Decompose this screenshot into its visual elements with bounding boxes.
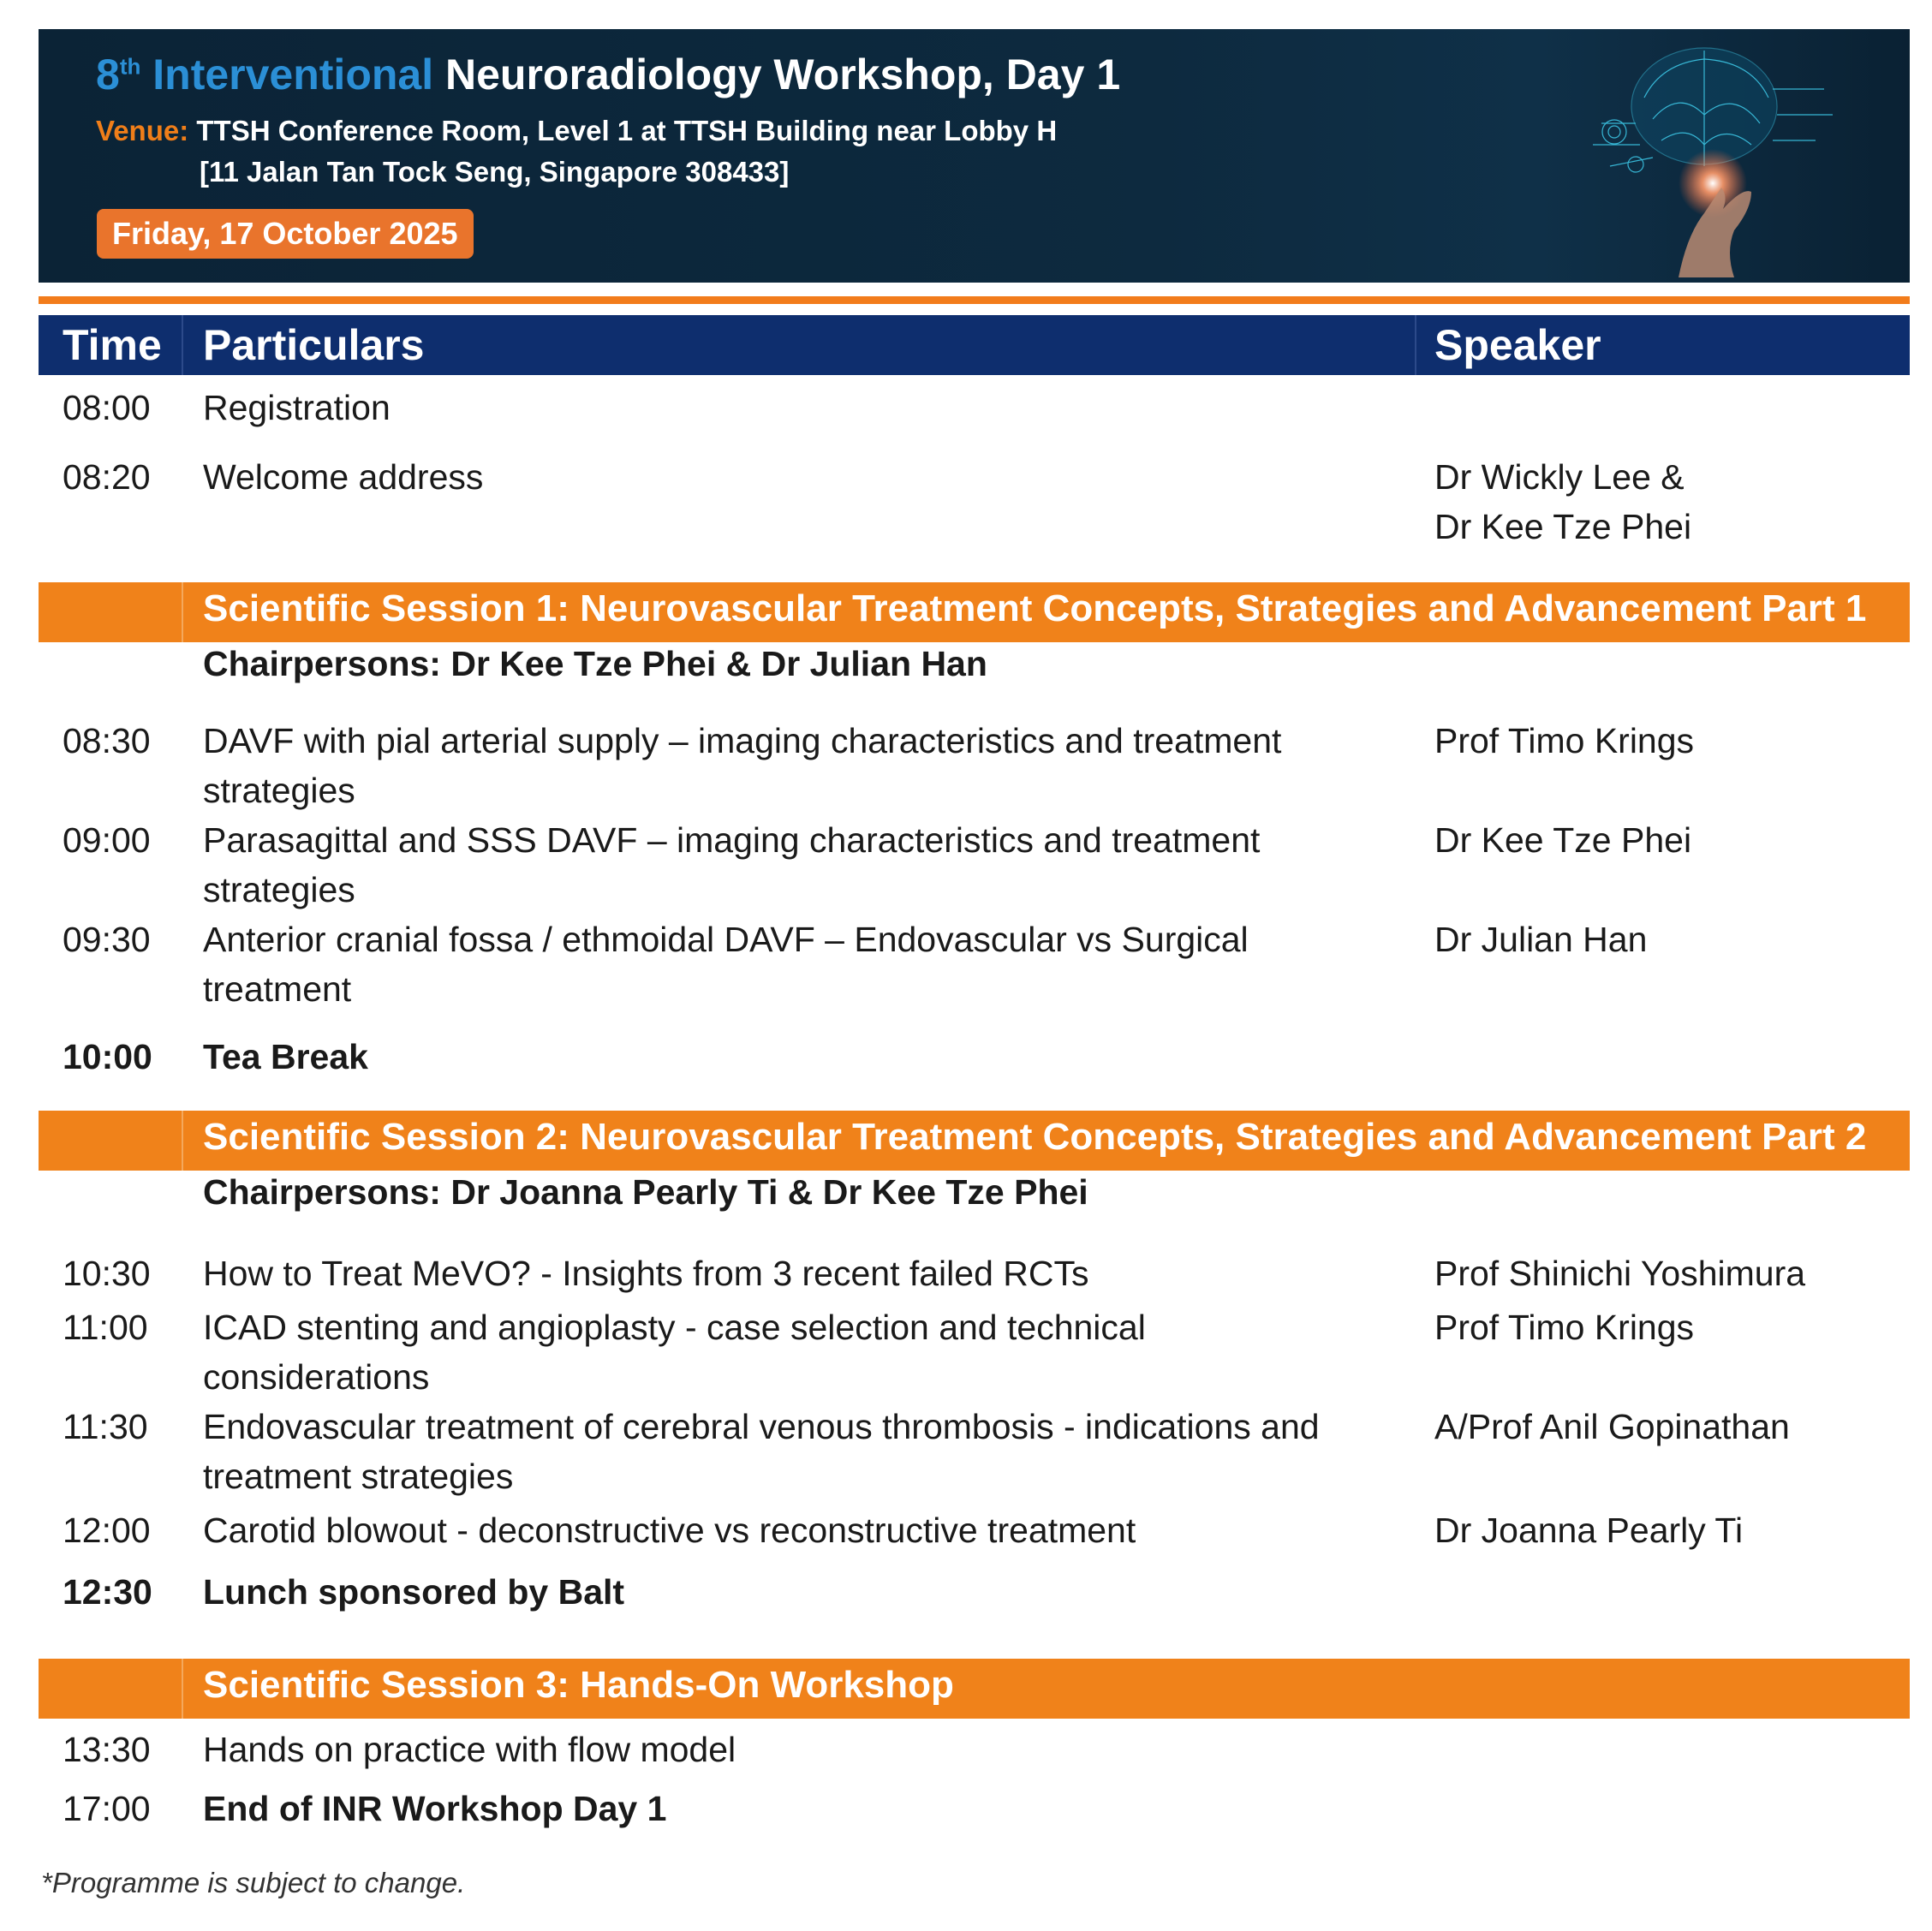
session-2-bar xyxy=(39,1111,1910,1171)
row-speaker: Dr Julian Han xyxy=(1434,920,1648,959)
row-time: 09:00 xyxy=(63,820,151,860)
speaker-line: Dr Wickly Lee & xyxy=(1434,457,1685,497)
row-item: Welcome address xyxy=(203,457,484,497)
row-time: 11:30 xyxy=(63,1407,148,1446)
header-particulars: Particulars xyxy=(203,321,425,369)
page-title xyxy=(96,50,1120,99)
footnote: *Programme is subject to change. xyxy=(41,1867,466,1898)
row-speaker xyxy=(1434,452,1897,551)
row-time: 17:00 xyxy=(63,1789,151,1828)
row-time: 08:20 xyxy=(63,457,151,497)
session-3-title: Scientific Session 3: Hands-On Workshop xyxy=(203,1664,954,1706)
session-1-title: Scientific Session 1: Neurovascular Treatment Concepts, Strategies and Advancement Part 1 xyxy=(203,587,1867,629)
row-time: 09:30 xyxy=(63,920,151,959)
row-time: 10:00 xyxy=(63,1037,152,1076)
header-time: Time xyxy=(63,321,162,369)
row-speaker: A/Prof Anil Gopinathan xyxy=(1434,1407,1790,1446)
ordinal-suffix: th xyxy=(119,53,141,80)
table-header xyxy=(39,315,1910,375)
item-line: DAVF with pial arterial supply – imaging characteristics and treatment xyxy=(203,721,1282,760)
ordinal: 8 xyxy=(96,51,120,98)
venue-address: [11 Jalan Tan Tock Seng, Singapore 308433] xyxy=(200,156,790,188)
row-speaker: Dr Joanna Pearly Ti xyxy=(1434,1511,1744,1550)
row-time: 12:00 xyxy=(63,1511,151,1550)
title-highlight: Interventional xyxy=(152,51,434,98)
row-item xyxy=(203,815,1419,915)
orange-divider xyxy=(39,296,1910,304)
venue-label: Venue: xyxy=(96,115,189,146)
session-2-chairs: Chairpersons: Dr Joanna Pearly Ti & Dr Kee Tze Phei xyxy=(203,1172,1088,1212)
session-1-bar xyxy=(39,582,1910,642)
speaker-line: Dr Kee Tze Phei xyxy=(1434,507,1692,546)
row-item: Tea Break xyxy=(203,1037,368,1076)
row-speaker: Prof Shinichi Yoshimura xyxy=(1434,1254,1806,1293)
header-speaker: Speaker xyxy=(1434,321,1601,369)
title-rest: Neuroradiology Workshop, Day 1 xyxy=(445,51,1121,98)
item-line: ICAD stenting and angioplasty - case selection and technical xyxy=(203,1308,1146,1347)
session-3-bar xyxy=(39,1659,1910,1719)
session-2-title: Scientific Session 2: Neurovascular Treatment Concepts, Strategies and Advancement Part 2 xyxy=(203,1116,1867,1158)
venue-line xyxy=(96,115,1057,147)
row-item: Carotid blowout - deconstructive vs reconstructive treatment xyxy=(203,1511,1136,1550)
row-item xyxy=(203,716,1419,815)
row-time: 11:00 xyxy=(63,1308,148,1347)
brain-hand-illustration xyxy=(1576,38,1858,277)
row-speaker: Prof Timo Krings xyxy=(1434,721,1695,760)
row-item: How to Treat MeVO? - Insights from 3 recent failed RCTs xyxy=(203,1254,1089,1293)
date-badge: Friday, 17 October 2025 xyxy=(97,209,474,259)
row-time: 08:30 xyxy=(63,721,151,760)
row-speaker: Prof Timo Krings xyxy=(1434,1308,1695,1347)
header-divider xyxy=(1415,315,1416,375)
session-divider xyxy=(182,1659,183,1719)
row-time: 12:30 xyxy=(63,1572,152,1612)
row-item: Registration xyxy=(203,388,391,427)
venue-text: TTSH Conference Room, Level 1 at TTSH Building near Lobby H xyxy=(196,115,1058,146)
item-line: treatment strategies xyxy=(203,1457,514,1496)
row-item: Lunch sponsored by Balt xyxy=(203,1572,625,1612)
row-time: 08:00 xyxy=(63,388,151,427)
item-line: Anterior cranial fossa / ethmoidal DAVF – Endovascular vs Surgical xyxy=(203,920,1249,959)
item-line: treatment xyxy=(203,969,352,1009)
item-line: Parasagittal and SSS DAVF – imaging characteristics and treatment xyxy=(203,820,1261,860)
session-divider xyxy=(182,582,183,642)
item-line: strategies xyxy=(203,870,355,909)
header-banner xyxy=(39,29,1910,283)
row-time: 13:30 xyxy=(63,1730,151,1769)
row-item xyxy=(203,1402,1419,1501)
white-divider xyxy=(39,304,1910,315)
row-item: End of INR Workshop Day 1 xyxy=(203,1789,667,1828)
row-item: Hands on practice with flow model xyxy=(203,1730,736,1769)
item-line: Endovascular treatment of cerebral venous thrombosis - indications and xyxy=(203,1407,1320,1446)
item-line: considerations xyxy=(203,1357,430,1397)
header-divider xyxy=(182,315,183,375)
session-1-chairs: Chairpersons: Dr Kee Tze Phei & Dr Julian Han xyxy=(203,644,987,683)
row-item xyxy=(203,1302,1419,1402)
session-divider xyxy=(182,1111,183,1171)
row-time: 10:30 xyxy=(63,1254,151,1293)
item-line: strategies xyxy=(203,771,355,810)
row-speaker: Dr Kee Tze Phei xyxy=(1434,820,1692,860)
row-item xyxy=(203,915,1419,1014)
